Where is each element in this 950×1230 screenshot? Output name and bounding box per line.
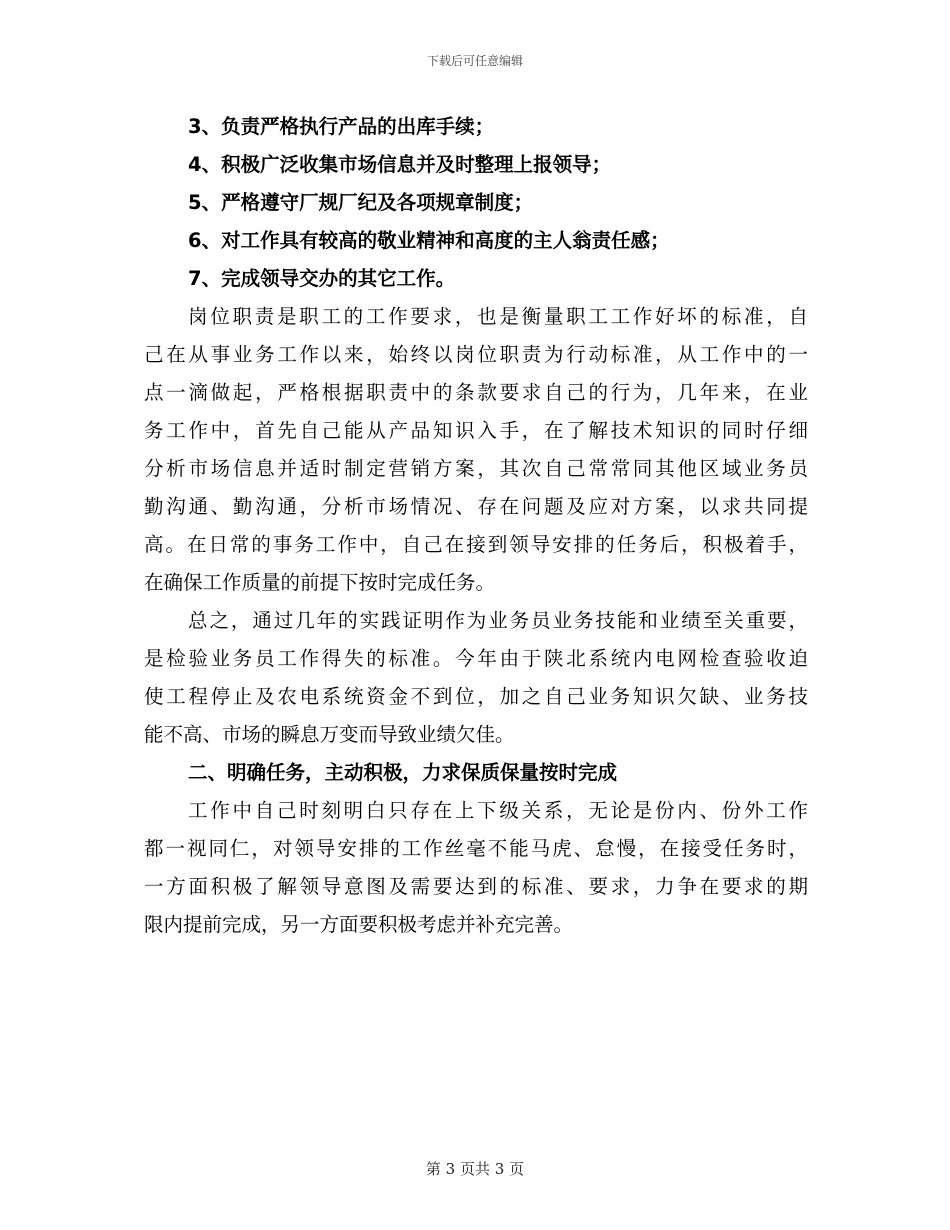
document-body xyxy=(144,108,808,944)
list-item: 4、积极广泛收集市场信息并及时整理上报领导； xyxy=(188,153,612,176)
paragraph-line: 岗位职责是职工的工作要求，也是衡量职工工作好坏的标准，自 xyxy=(188,305,808,328)
paragraph-summary xyxy=(144,602,808,754)
list-item: 5、严格遵守厂规厂纪及各项规章制度； xyxy=(188,191,534,214)
paragraph-line: 己在从事业务工作以来，始终以岗位职责为行动标准，从工作中的一 xyxy=(144,343,808,366)
paragraph-line: 分析市场信息并适时制定营销方案，其次自己常常同其他区域业务员 xyxy=(144,457,808,480)
paragraph-line: 能不高、市场的瞬息万变而导致业绩欠佳。 xyxy=(144,723,515,746)
paragraph-line: 点一滴做起，严格根据职责中的条款要求自己的行为，几年来，在业 xyxy=(144,381,808,404)
paragraph-line: 工作中自己时刻明白只存在上下级关系，无论是份内、份外工作 xyxy=(188,799,808,822)
paragraph-line: 勤沟通、勤沟通，分析市场情况、存在问题及应对方案，以求共同提 xyxy=(144,495,808,518)
paragraph-job-duties xyxy=(144,298,808,602)
paragraph-line: 总之，通过几年的实践证明作为业务员业务技能和业绩至关重要， xyxy=(188,609,808,632)
paragraph-line: 是检验业务员工作得失的标准。今年由于陕北系统内电网检查验收迫 xyxy=(144,647,808,670)
list-item: 7、完成领导交办的其它工作。 xyxy=(188,267,456,290)
paragraph-line: 高。在日常的事务工作中，自己在接到领导安排的任务后，积极着手， xyxy=(144,533,808,556)
paragraph-line: 务工作中，首先自己能从产品知识入手，在了解技术知识的同时仔细 xyxy=(144,419,808,442)
list-item: 3、负责严格执行产品的出库手续； xyxy=(188,115,495,138)
paragraph-line: 在确保工作质量的前提下按时完成任务。 xyxy=(144,571,496,594)
paragraph-tasks xyxy=(144,792,808,944)
list-item: 6、对工作具有较高的敬业精神和高度的主人翁责任感； xyxy=(188,229,670,252)
paragraph-line: 都一视同仁，对领导安排的工作丝毫不能马虎、怠慢，在接受任务时， xyxy=(144,837,808,860)
paragraph-line: 使工程停止及农电系统资金不到位，加之自己业务知识欠缺、业务技 xyxy=(144,685,808,708)
paragraph-line: 一方面积极了解领导意图及需要达到的标准、要求，力争在要求的期 xyxy=(144,875,808,898)
paragraph-line: 限内提前完成，另一方面要积极考虑并补充完善。 xyxy=(144,913,574,936)
responsibility-list xyxy=(144,108,808,298)
section-heading: 二、明确任务，主动积极，力求保质保量按时完成 xyxy=(188,761,618,784)
page-number: 第 3 页共 3 页 xyxy=(425,1160,525,1178)
page-header: 下载后可任意编辑 xyxy=(426,54,523,68)
